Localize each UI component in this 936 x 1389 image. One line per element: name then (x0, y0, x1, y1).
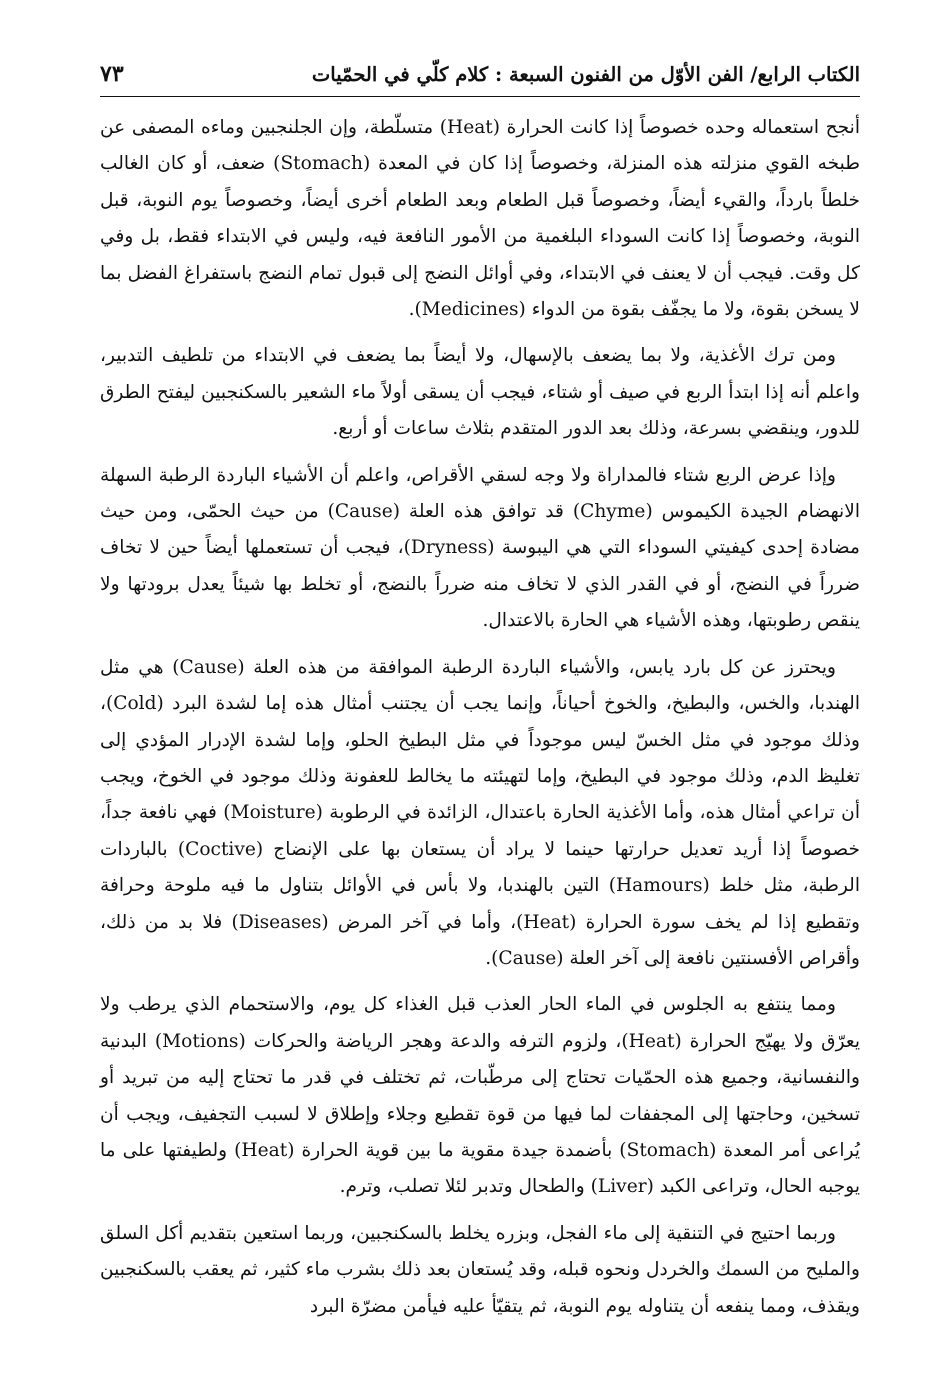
paragraph-2: ومن ترك الأغذية، ولا بما يضعف بالإسهال، ولا أيضاً بما يضعف في الابتداء من تلطيف التدبير، واعلم أنه إذا ابتدأ الربع في صيف أو شتاء، فيجب أن يسقى أولاً ماء الشعير بالسكنجبين ليفتح الطرق للدور، وينقضي بسرعة، وذلك بعد الدور المتقدم بثلاث ساعات أو أربع. (100, 345, 860, 440)
header-title: الكتاب الرابع/ الفن الأوّل من الفنون السبعة : كلام كلّي في الحمّيات (311, 62, 860, 86)
page-number: ٧٣ (100, 61, 124, 87)
running-header (100, 52, 860, 97)
body-text (100, 110, 860, 1325)
paragraph-1: أنجح استعماله وحده خصوصاً إذا كانت الحرارة (Heat) متسلّطة، وإن الجلنجبين وماءه المصفى عن طبخه القوي منزلته هذه المنزلة، وخصوصاً إذا كان في المعدة (Stomach) ضعف، أو كان الغالب خلطاً بارداً، والقيء أيضاً، وخصوصاً قبل الطعام وبعد الطعام أخرى أيضاً، وخصوصاً يوم النوبة، قبل النوبة، وخصوصاً إذا كانت السوداء البلغمية من الأمور النافعة فيه، وليس في الابتداء فقط، بل وفي كل وقت. فيجب أن لا يعنف في الابتداء، وفي أوائل النضج إلى قبول تمام النضج باستفراغ الفضل بما لا يسخن بقوة، ولا ما يجفّف بقوة من الدواء (Medicines). (100, 117, 861, 321)
paragraph-4: ويحترز عن كل بارد يابس، والأشياء الباردة الرطبة الموافقة من هذه العلة (Cause) هي مثل الهندبا، والخس، والبطيخ، والخوخ أحياناً، وإنما يجب أن يجتنب أمثال هذه إما لشدة البرد (Cold)، وذلك موجود في مثل الخسّ ليس موجوداً في مثل البطيخ الحلو، وإما لشدة الإدرار المؤدي إلى تغليظ الدم، وذلك موجود في البطيخ، وإما لتهيئته ما يخالط للعفونة وذلك موجود في الخوخ، ويجب أن تراعي أمثال هذه، وأما الأغذية الحارة باعتدال، الزائدة في الرطوبة (Moisture) فهي نافعة جداً، خصوصاً إذا أريد تعديل حرارتها حينما لا يراد أن يستعان بها على الإنضاج (Coctive) بالباردات الرطبة، مثل خلط (Hamours) التين بالهندبا، ولا بأس في الأوائل بتناول ما فيه ملوحة وحرافة وتقطيع إذا لم يخف سورة الحرارة (Heat)، وأما في آخر المرض (Diseases) فلا بد من ذلك، وأقراص الأفسنتين نافعة إلى آخر العلة (Cause). (100, 656, 860, 969)
paragraph-3: وإذا عرض الربع شتاء فالمداراة ولا وجه لسقي الأقراص، واعلم أن الأشياء الباردة الرطبة السهلة الانهضام الجيدة الكيموس (Chyme) قد توافق هذه العلة (Cause) من حيث الحمّى، ومن حيث مضادة إحدى كيفيتي السوداء التي هي اليبوسة (Dryness)، فيجب أن تستعملها أيضاً حين لا تخاف ضرراً في النضج، أو في القدر الذي لا تخاف منه ضرراً بالنضج، أو تخلط بها شيئاً يعدل برودتها ولا ينقص رطوبتها، وهذه الأشياء هي الحارة بالاعتدال. (100, 464, 860, 632)
paragraph-5: ومما ينتفع به الجلوس في الماء الحار العذب قبل الغذاء كل يوم، والاستحمام الذي يرطب ولا يعرّق ولا يهيّج الحرارة (Heat)، ولزوم الترفه والدعة وهجر الرياضة والحركات (Motions) البدنية والنفسانية، وجميع هذه الحمّيات تحتاج إلى مرطّبات، ثم تختلف في قدر ما تحتاج إليه من تبريد أو تسخين، وحاجتها إلى المجففات لما فيها من قوة تقطيع وجلاء وإطلاق لا لسبب التجفيف، ويجب أن يُراعى أمر المعدة (Stomach) بأضمدة جيدة مقوية ما بين قوية الحرارة (Heat) ولطيفتها على ما يوجبه الحال، وتراعى الكبد (Liver) والطحال وتدبر لئلا تصلب، وترم. (100, 994, 861, 1198)
paragraph-6: وربما احتيج في التنقية إلى ماء الفجل، وبزره يخلط بالسكنجبين، وربما استعين بتقديم أكل السلق والمليح من السمك والخردل ونحوه قبله، وقد يُستعان بعد ذلك بشرب ماء كثير، ثم يعقب بالسكنجبين ويقذف، ومما ينفعه أن يتناوله يوم النوبة، ثم يتقيّأ عليه فيأمن مضرّة البرد (100, 1222, 860, 1317)
